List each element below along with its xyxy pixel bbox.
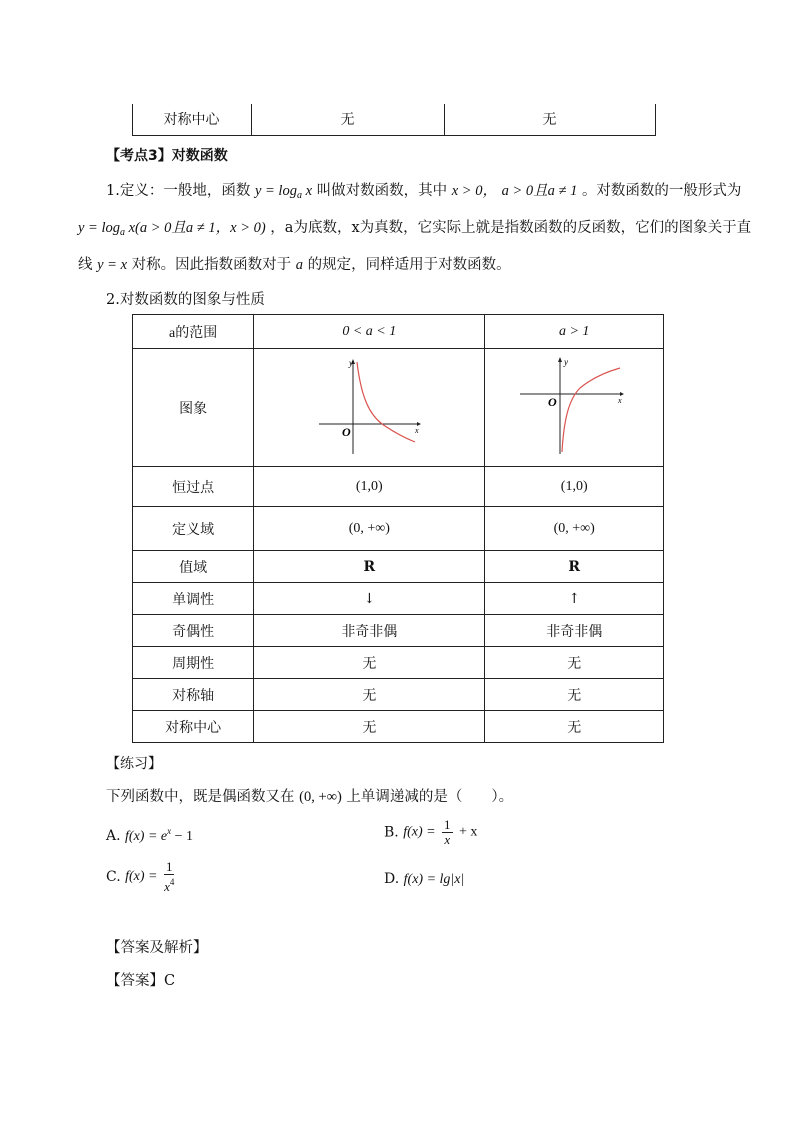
header-col2: 0 < a < 1 <box>254 315 485 349</box>
option-b: B. f(x) = $\frac{1}{x}$ + x <box>384 817 478 847</box>
option-a: A. $f(x) = e^x - 1$ <box>106 826 194 844</box>
table-row <box>133 679 664 711</box>
table-row <box>133 467 664 507</box>
row-value: 无 <box>485 679 664 711</box>
header-col3: a > 1 <box>485 315 664 349</box>
graph2-x-label: x <box>618 395 622 405</box>
math-expr: $y = \log_a x$ <box>254 183 313 201</box>
math-expr: y = x <box>97 257 128 273</box>
text: 。对数函数的一般形式为 <box>581 183 742 199</box>
row-value: (1,0) <box>254 467 485 507</box>
option-c: C. f(x) = $\frac{1}{x^4}$ <box>106 859 175 894</box>
row-value: 非奇非偶 <box>485 615 664 647</box>
table-row <box>133 583 664 615</box>
answer-heading: 【答案及解析】 <box>106 940 208 956</box>
text: 的规定，同样适用于对数函数。 <box>307 257 511 273</box>
row-value: 非奇非偶 <box>254 615 485 647</box>
graph2-y-label: y <box>564 356 569 367</box>
definition-line-3 <box>78 254 511 276</box>
row-value: (1,0) <box>485 467 664 507</box>
graph-row <box>133 349 664 467</box>
row-value: R <box>254 551 485 583</box>
graph1-x-label: x <box>415 425 419 435</box>
text: 叫做对数函数，其中 <box>316 183 448 199</box>
row-value: 无 <box>254 711 485 743</box>
row-label: 对称轴 <box>133 679 254 711</box>
text: 下列函数中，既是偶函数又在 <box>106 789 295 805</box>
table-header-row <box>133 315 664 349</box>
definition-line-2 <box>78 217 751 244</box>
practice-question <box>106 786 513 808</box>
math-expr: (0, +∞) <box>299 789 342 805</box>
graph-increasing <box>514 356 634 456</box>
row-value: ↓ <box>254 583 485 615</box>
text: 上单调递减的是（ ）。 <box>346 789 514 805</box>
decreasing-curve <box>357 362 415 442</box>
sub-heading: 2.对数函数的图象与性质 <box>106 292 265 308</box>
practice-heading: 【练习】 <box>106 756 162 772</box>
log-function-properties-table <box>132 314 664 743</box>
graph-cell-increasing <box>485 349 664 467</box>
row-label: 定义域 <box>133 507 254 551</box>
partial-cell: 无 <box>340 112 355 128</box>
table-row <box>133 615 664 647</box>
math-expr: a <box>295 257 303 273</box>
math-expr: x > 0， <box>451 183 497 199</box>
row-value: 无 <box>254 679 485 711</box>
table-row <box>133 647 664 679</box>
row-value: ↑ <box>485 583 664 615</box>
answer-value: C <box>164 973 176 989</box>
math-expr: $y = \log_a x(a > 0$且a ≠ 1，x > 0) <box>78 220 266 238</box>
row-value: (0, +∞) <box>254 507 485 551</box>
row-label: 单调性 <box>133 583 254 615</box>
text: 1.定义：一般地，函数 <box>106 183 251 199</box>
graph1-origin: O <box>342 424 351 439</box>
increasing-curve <box>562 368 620 452</box>
table-row <box>133 711 664 743</box>
graph-cell-decreasing <box>254 349 485 467</box>
row-value: 无 <box>485 711 664 743</box>
row-label: 周期性 <box>133 647 254 679</box>
row-value: 无 <box>485 647 664 679</box>
row-value: (0, +∞) <box>485 507 664 551</box>
graph1-y-label: y <box>349 357 354 368</box>
text: 线 <box>78 257 93 273</box>
graph-label: 图象 <box>133 349 254 467</box>
header-label: a的范围 <box>133 315 254 349</box>
section-heading: 【考点3】对数函数 <box>106 148 228 164</box>
graph2-origin: O <box>548 394 557 409</box>
definition-line-1 <box>106 180 741 207</box>
row-label: 对称中心 <box>133 711 254 743</box>
answer-label: 【答案】 <box>106 973 164 989</box>
table-row <box>133 507 664 551</box>
option-d: D. f(x) = lg|x| <box>384 871 465 887</box>
table-row <box>133 551 664 583</box>
answer-line <box>106 970 175 992</box>
partial-table <box>132 104 656 136</box>
partial-cell: 无 <box>542 112 557 128</box>
row-label: 恒过点 <box>133 467 254 507</box>
math-expr: a > 0且a ≠ 1 <box>501 183 578 199</box>
text: 对称。因此指数函数对于 <box>131 257 292 273</box>
text: ，a为底数，x为真数，它实际上就是指数函数的反函数，它们的图象关于直 <box>270 220 752 236</box>
row-value: 无 <box>254 647 485 679</box>
partial-row-label: 对称中心 <box>163 112 220 128</box>
graph-decreasing <box>309 356 429 456</box>
row-label: 值域 <box>133 551 254 583</box>
row-label: 奇偶性 <box>133 615 254 647</box>
row-value: R <box>485 551 664 583</box>
